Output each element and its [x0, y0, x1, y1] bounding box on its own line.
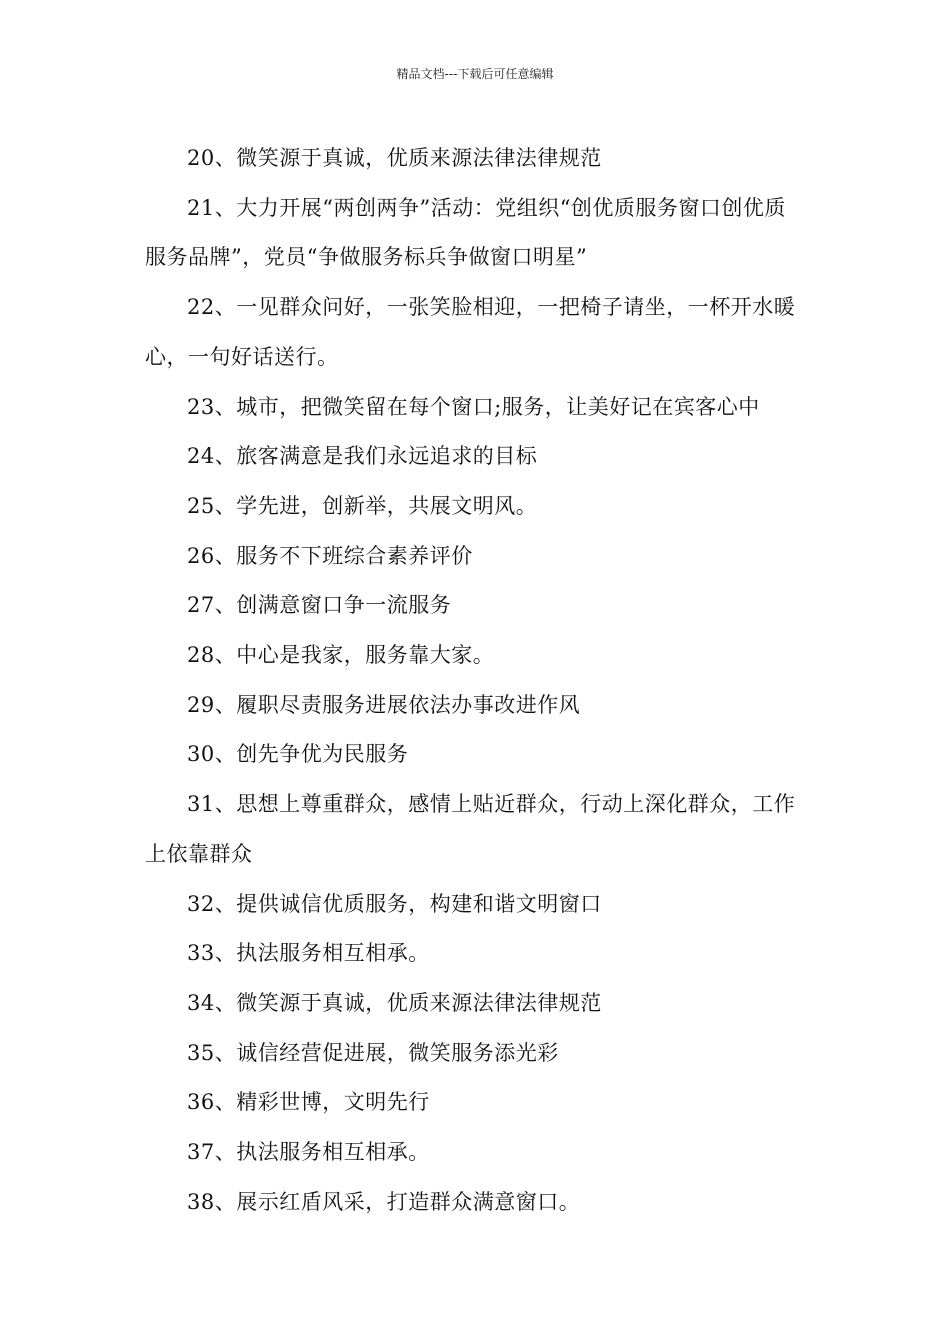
slogan-item: 28、中心是我家，服务靠大家。 — [187, 643, 495, 668]
slogan-item: 38、展示红盾风采，打造群众满意窗口。 — [187, 1189, 581, 1214]
slogan-item: 27、创满意窗口争一流服务 — [187, 593, 452, 618]
slogan-item: 31、思想上尊重群众，感情上贴近群众，行动上深化群众，工作上依靠群众 — [145, 792, 796, 866]
slogan-item: 26、服务不下班综合素养评价 — [187, 543, 473, 568]
slogan-list — [145, 134, 807, 1227]
slogan-item: 34、微笑源于真诚，优质来源法律法律规范 — [187, 990, 602, 1015]
slogan-item: 24、旅客满意是我们永远追求的目标 — [187, 444, 538, 469]
slogan-item: 25、学先进，创新举，共展文明风。 — [187, 493, 538, 518]
slogan-item: 33、执法服务相互相承。 — [187, 941, 430, 966]
slogan-item: 30、创先争优为民服务 — [187, 742, 409, 767]
slogan-item: 29、履职尽责服务进展依法办事改进作风 — [187, 692, 581, 717]
slogan-item: 21、大力开展“两创两争”活动：党组织“创优质服务窗口创优质服务品牌”，党员“争做服务标兵争做窗口明星” — [145, 195, 786, 270]
slogan-item: 36、精彩世博，文明先行 — [187, 1090, 430, 1115]
slogan-item: 32、提供诚信优质服务，构建和谐文明窗口 — [187, 891, 602, 916]
slogan-item: 35、诚信经营促进展，微笑服务添光彩 — [187, 1040, 559, 1065]
slogan-item: 23、城市，把微笑留在每个窗口;服务，让美好记在宾客心中 — [187, 394, 760, 419]
slogan-item: 20、微笑源于真诚，优质来源法律法律规范 — [187, 146, 602, 170]
page-header: 精品文档---下载后可任意编辑 — [396, 67, 554, 81]
slogan-item: 37、执法服务相互相承。 — [187, 1140, 430, 1165]
slogan-item: 22、一见群众问好，一张笑脸相迎，一把椅子请坐，一杯开水暖心，一句好话送行。 — [145, 295, 796, 369]
